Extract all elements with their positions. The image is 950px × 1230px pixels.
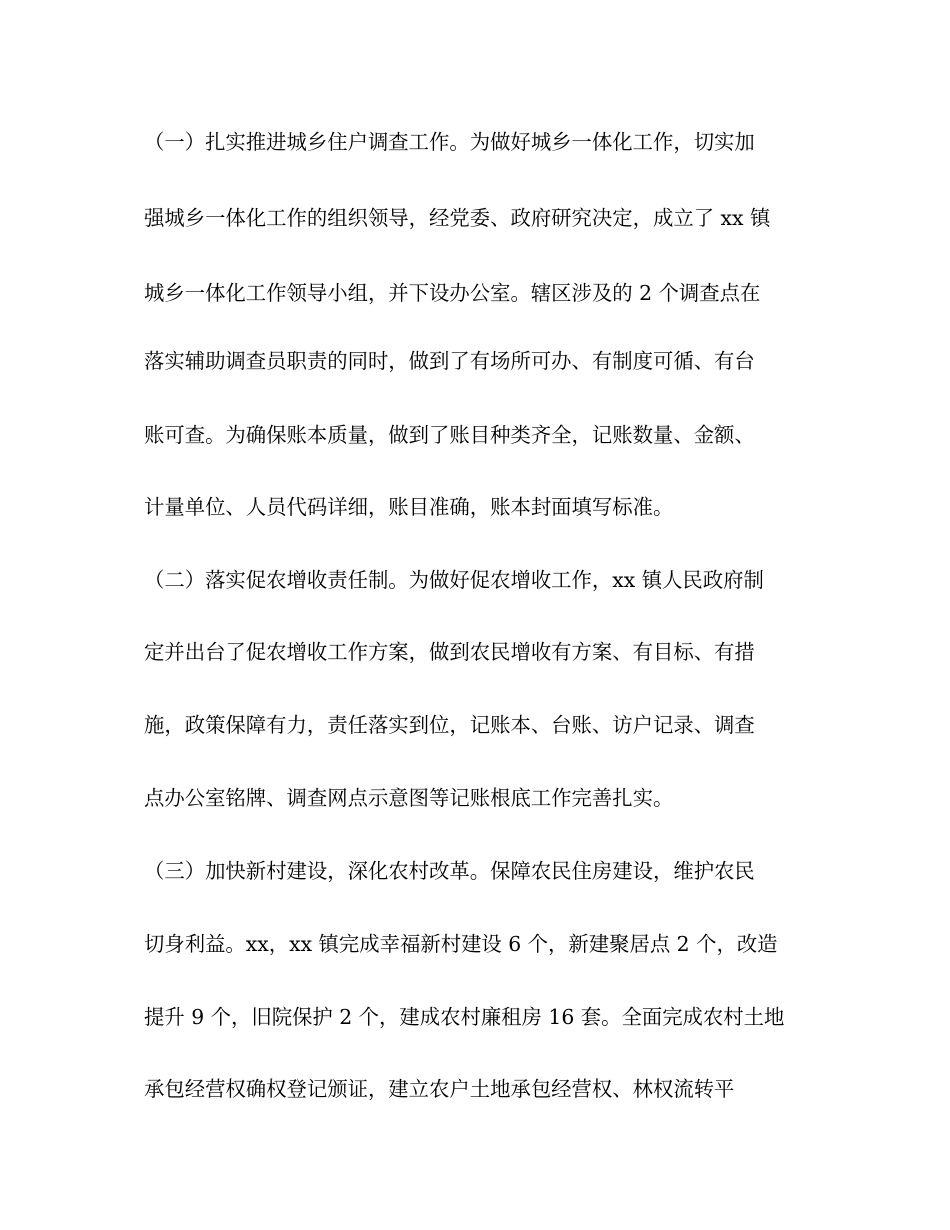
text-line: 点办公室铭牌、调查网点示意图等记账根底工作完善扎实。 [144,786,674,810]
text-line: （二）落实促农增收责任制。为做好促农增收工作，xx 镇人民政府制 [144,568,764,592]
text-line: 账可查。为确保账本质量，做到了账目种类齐全，记账数量、金额、 [144,423,755,447]
text-line: 施，政策保障有力，责任落实到位，记账本、台账、访户记录、调查 [144,713,755,737]
text-line: 计量单位、人员代码详细，账目准确，账本封面填写标准。 [144,495,674,519]
text-line: 落实辅助调查员职责的同时，做到了有场所可办、有制度可循、有台 [144,349,755,373]
text-line: （一）扎实推进城乡住户调查工作。为做好城乡一体化工作，切实加 [144,130,755,154]
text-line: 承包经营权确权登记颁证，建立农户土地承包经营权、林权流转平 [144,1077,735,1101]
text-line: 城乡一体化工作领导小组，并下设办公室。辖区涉及的 2 个调查点在 [144,281,761,305]
text-line: 提升 9 个，旧院保护 2 个，建成农村廉租房 16 套。全面完成农村土地 [144,1005,785,1029]
text-line: 切身利益。xx，xx 镇完成幸福新村建设 6 个，新建聚居点 2 个，改造 [144,932,778,956]
text-line: 定并出台了促农增收工作方案，做到农民增收有方案、有目标、有措 [144,640,755,664]
text-line: （三）加快新村建设，深化农村改革。保障农民住房建设，维护农民 [144,859,755,883]
text-line: 强城乡一体化工作的组织领导，经党委、政府研究决定，成立了 xx 镇 [144,206,771,230]
